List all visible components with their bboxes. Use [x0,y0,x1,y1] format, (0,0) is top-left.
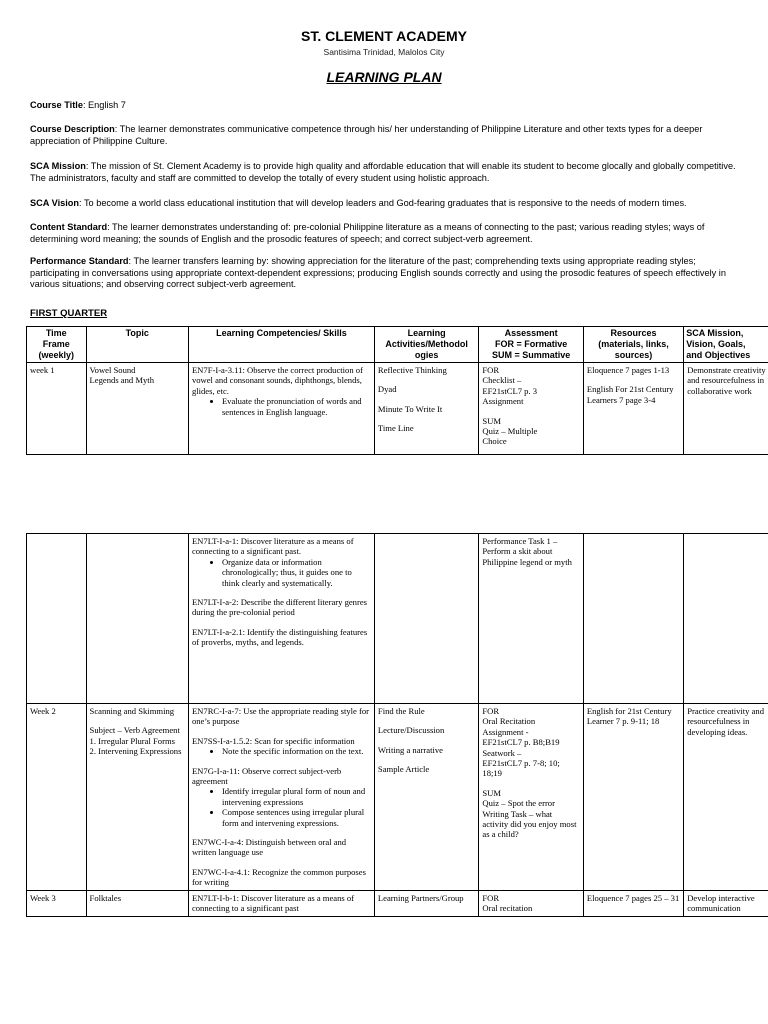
cont-topic [86,534,188,704]
week2-activities: Find the Rule Lecture/Discussion Writing a narrative Sample Article [374,704,478,891]
content-standard: Content Standard: The learner demonstrates understanding of: pre-colonial Philippine literature as a means of connecting to the past; various reading styles; ways of determining word meaning; the sounds of English and the prosodic features of speech; and correct subject-verb agreement. [30,222,705,244]
performance-standard: Performance Standard: The learner transfers learning by: showing appreciation for the literature of the past; comprehending texts using appropriate reading styles; participating in conversations using appropriate context-dependent expressions; producing English sounds correctly and using the prosodic features of speech effectively in various situations; and observing correct subject-verb agreement. [30,256,726,289]
week3-activities: Learning Partners/Group [374,890,478,916]
week2-skills: EN7RC-I-a-7: Use the appropriate reading style for one’s purpose EN7SS-I-a-1.5.2: Scan for specific information • Note the specific information on the text. EN7G-I-a-11: Observe correct subject-verb agreement • Identify irregular plural form of noun and intervening expressions • Compose sentences using irregular plural form and intervening expressions. EN7WC-I-a-4: Distinguish between oral and written language use EN7WC-I-a-4.1: Recognize the common purposes for writing [188,704,374,891]
cont-time [27,534,87,704]
week2-topic: Scanning and Skimming Subject – Verb Agreement 1. Irregular Plural Forms 2. Intervening Expressions [86,704,188,891]
week1-resources: Eloquence 7 pages 1-13 English For 21st Century Learners 7 page 3-4 [583,363,683,455]
week1-activities: Reflective Thinking Dyad Minute To Write It Time Line [374,363,478,455]
table-row [27,704,768,891]
week1-sca: Demonstrate creativity and resourcefulness in collaborative work [684,363,768,455]
header-activities: Learning Activities/Methodol ogies [374,327,478,363]
week3-topic: Folktales [86,890,188,916]
course-title: Course Title: English 7 [30,100,126,110]
week2-time: Week 2 [27,704,87,891]
school-address: Santisima Trinidad, Malolos City [323,47,445,57]
document-title: LEARNING PLAN [326,69,442,85]
header-sca: SCA Mission, Vision, Goals, and Objectives [684,327,768,363]
page-one [0,0,768,470]
week3-time: Week 3 [27,890,87,916]
cont-assessment: Performance Task 1 – Perform a skit about Philippine legend or myth [479,534,583,704]
week3-sca: Develop interactive communication [684,890,768,916]
learning-plan-table-continued [26,533,768,917]
week1-topic: Vowel Sound Legends and Myth [86,363,188,455]
week2-resources: English for 21st Century Learner 7 p. 9-11; 18 [583,704,683,891]
week2-sca: Practice creativity and resourcefulness in developing ideas. [684,704,768,891]
cont-sca [684,534,768,704]
table-row [27,534,768,704]
quarter-heading: FIRST QUARTER [30,308,108,319]
header-assessment: Assessment FOR = Formative SUM = Summative [479,327,583,363]
week1-assessment: FOR Checklist – EF21stCL7 p. 3 Assignment SUM Quiz – Multiple Choice [479,363,583,455]
week3-skills: EN7LT-I-b-1: Discover literature as a means of connecting to a significant past [188,890,374,916]
sca-mission: SCA Mission: The mission of St. Clement Academy is to provide high quality and affordable education that will enable its student to become glocally and globally competitive. The administrators, faculty and staff are committed to develop the totally of every student using holistic approach. [30,161,736,183]
week1-skills: EN7F-I-a-3.11: Observe the correct production of vowel and consonant sounds, diphthongs, blends, glides, etc. • Evaluate the pronunciation of words and sentences in English language. [188,363,374,455]
table-row [27,363,768,455]
header-resources: Resources (materials, links, sources) [583,327,683,363]
learning-plan-table-first [26,326,768,455]
table-header-row [27,327,768,363]
table-row [27,890,768,916]
cont-resources [583,534,683,704]
school-name: ST. CLEMENT ACADEMY [301,28,467,44]
course-description: Course Description: The learner demonstrates communicative competence through his/ her understanding of Philippine Literature and other texts types for a deeper appreciation of Philippine Culture. [30,124,703,146]
header-competencies: Learning Competencies/ Skills [188,327,374,363]
cont-skills: EN7LT-I-a-1: Discover literature as a means of connecting to a significant past. • Organize data or information chronologically; thus, it guides one to think clearly and systematically. EN7LT-I-a-2: Describe the different literary genres during the pre-colonial period EN7LT-I-a-2.1: Identify the distinguishing features of proverbs, myths, and legends. [188,534,374,704]
week3-resources: Eloquence 7 pages 25 – 31 [583,890,683,916]
header-time-frame: Time Frame (weekly) [27,327,87,363]
week3-assessment: FOR Oral recitation [479,890,583,916]
week2-assessment: FOR Oral Recitation Assignment - EF21stCL7 p. B8;B19 Seatwork – EF21stCL7 p. 7-8; 10; 18;19 SUM Quiz – Spot the error Writing Task – what activity did you enjoy most as a child? [479,704,583,891]
cont-activities [374,534,478,704]
week1-time: week 1 [27,363,87,455]
header-topic: Topic [86,327,188,363]
sca-vision: SCA Vision: To become a world class educational institution that will develop leaders and God-fearing graduates that is responsive to the needs of modern times. [30,198,687,208]
